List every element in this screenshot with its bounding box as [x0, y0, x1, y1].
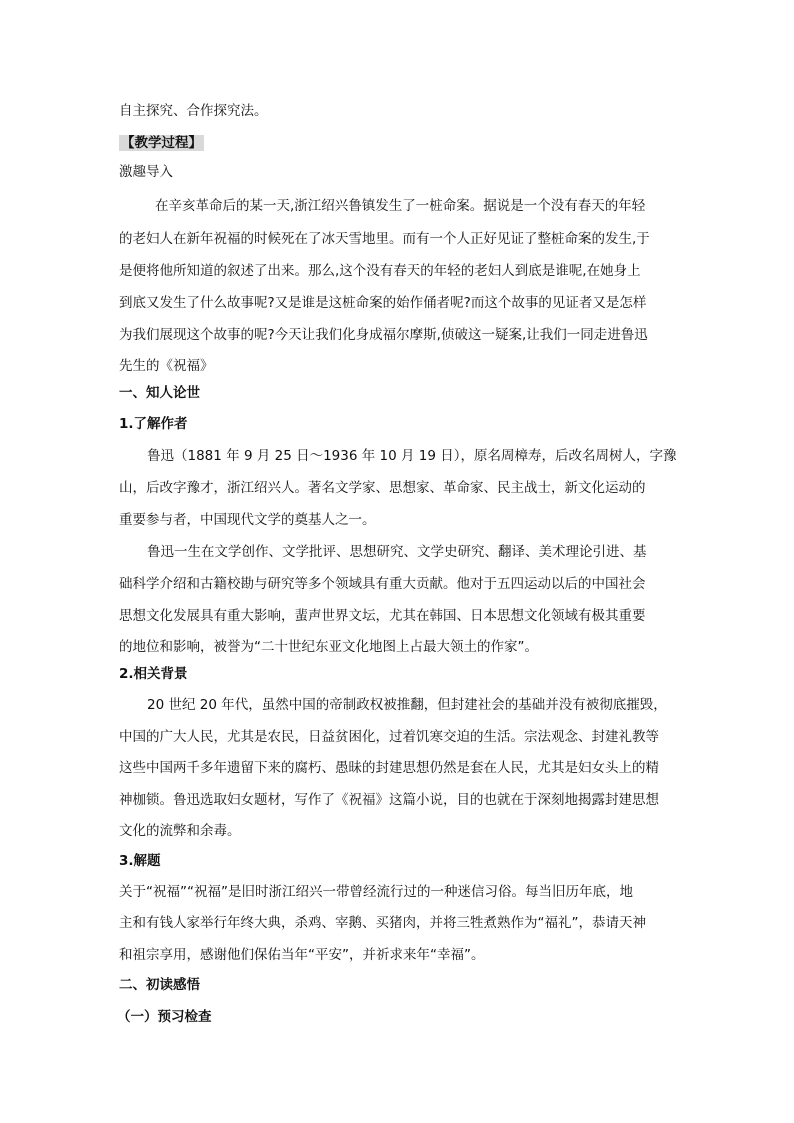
- author-para2-line: 思想文化发展具有重大影响，蜚声世界文坛，尤其在韩国、日本思想文化领域有极其重要: [119, 608, 646, 624]
- section-heading-text: 【教学过程】: [121, 135, 202, 151]
- warmup-line: 的老妇人在新年祝福的时候死在了冰天雪地里。而有一个人正好见证了整桩命案的发生,于: [119, 231, 650, 247]
- sub1-title: 1.了解作者: [119, 416, 188, 432]
- author-para2-line: 的地位和影响，被誉为“二十世纪东亚文化地图上占最大领土的作家”。: [119, 639, 538, 655]
- background-line: 这些中国两千多年遗留下来的腐朽、愚昧的封建思想仍然是套在人民，尤其是妇女头上的精: [119, 760, 659, 776]
- background-line: 神枷锁。鲁迅选取妇女题材，写作了《祝福》这篇小说，目的也就在于深刻地揭露封建思想: [119, 792, 659, 808]
- sub2-title: 2.相关背景: [119, 666, 188, 682]
- intro-tail: 自主探究、合作探究法。: [119, 103, 268, 119]
- author-para1-line: 鲁迅（1881 年 9 月 25 日～1936 年 10 月 19 日），原名周樟寿，后改名周树人，字豫: [147, 448, 677, 464]
- background-line: 20 世纪 20 年代，虽然中国的帝制政权被推翻，但封建社会的基础并没有被彻底摧毁，: [147, 697, 667, 713]
- author-para2-line: 鲁迅一生在文学创作、文学批评、思想研究、文学史研究、翻译、美术理论引进、基: [147, 544, 647, 560]
- sub3-title: 3.解题: [119, 853, 161, 869]
- part2-title: 二、初读感悟: [119, 977, 200, 993]
- warmup-line: 是便将他所知道的叙述了出来。那么,这个没有春天的年轻的老妇人到底是谁呢,在她身上: [119, 263, 641, 279]
- title-para-line: 和祖宗享用，感谢他们保佑当年“平安”，并祈求来年“幸福”。: [119, 947, 485, 963]
- warmup-title: 激趣导入: [119, 164, 173, 180]
- author-para2-line: 础科学介绍和古籍校勘与研究等多个领域具有重大贡献。他对于五四运动以后的中国社会: [119, 576, 646, 592]
- background-line: 文化的流弊和余毒。: [119, 823, 241, 839]
- author-para1-line: 山，后改字豫才，浙江绍兴人。著名文学家、思想家、革命家、民主战士，新文化运动的: [119, 480, 646, 496]
- author-para1-line: 重要参与者，中国现代文学的奠基人之一。: [119, 512, 376, 528]
- warmup-line: 为我们展现这个故事的呢?今天让我们化身成福尔摩斯,侦破这一疑案,让我们一同走进鲁迅: [119, 327, 648, 343]
- title-para-line: 关于“祝福”“祝福”是旧时浙江绍兴一带曾经流行过的一种迷信习俗。每当旧历年底，地: [119, 884, 633, 900]
- part2-sub1: （一）预习检查: [117, 1009, 212, 1025]
- part1-title: 一、知人论世: [119, 385, 200, 401]
- section-heading: [119, 133, 204, 153]
- warmup-line: 在辛亥革命后的某一天,浙江绍兴鲁镇发生了一桩命案。据说是一个没有春天的年轻: [155, 198, 646, 214]
- warmup-line: 到底又发生了什么故事呢?又是谁是这桩命案的始作俑者呢?而这个故事的见证者又是怎样: [119, 295, 647, 311]
- title-para-line: 主和有钱人家举行年终大典，杀鸡、宰鹅、买猪肉，并将三牲煮熟作为“福礼”，恭请天神: [119, 915, 646, 931]
- background-line: 中国的广大人民，尤其是农民，日益贫困化，过着饥寒交迫的生活。宗法观念、封建礼教等: [119, 729, 659, 745]
- warmup-line: 先生的《祝福》: [119, 358, 214, 374]
